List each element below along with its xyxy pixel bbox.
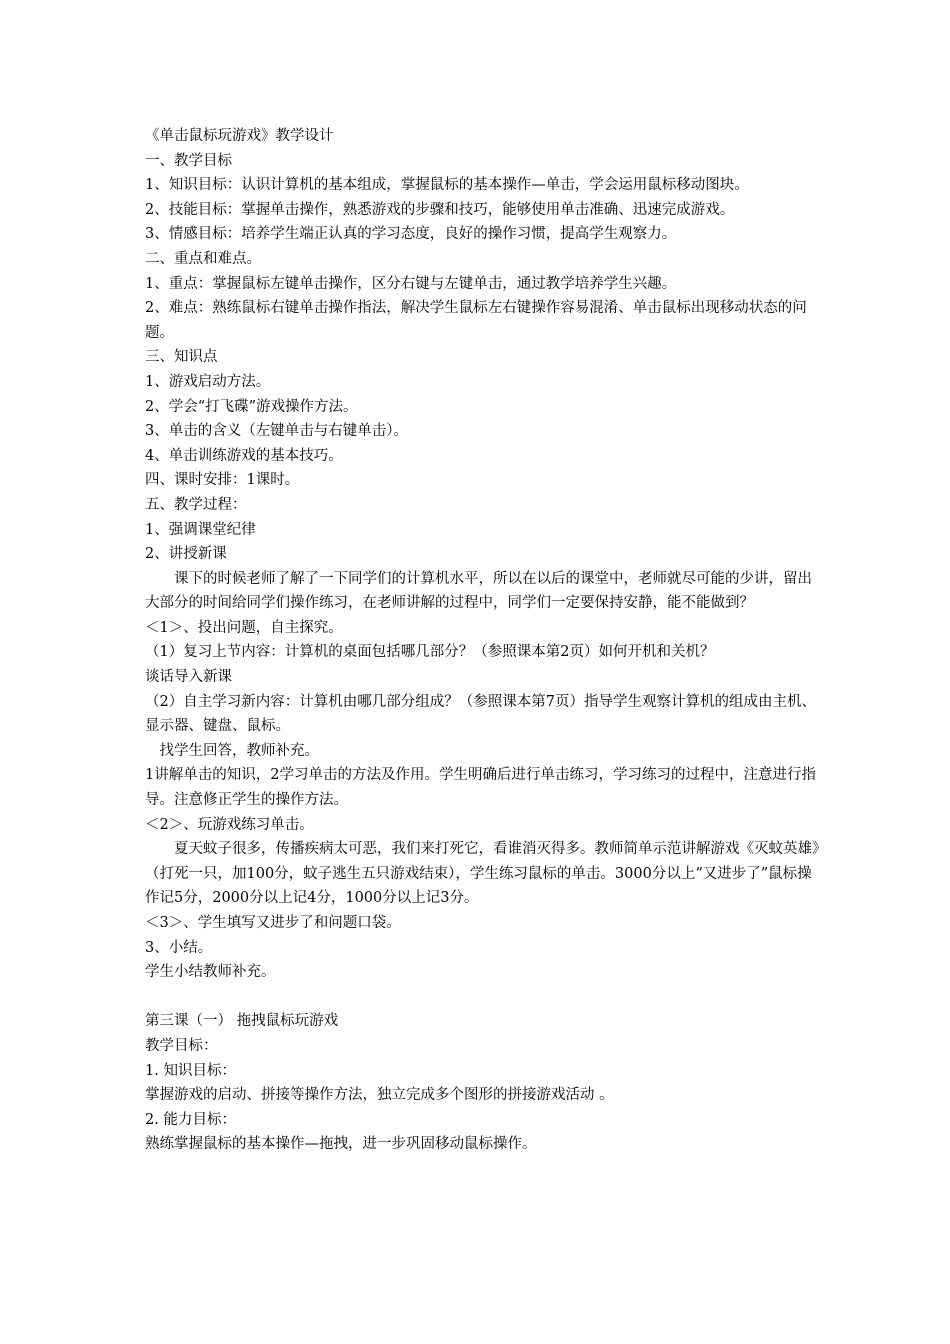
document-title: 《单击鼠标玩游戏》教学设计 [145, 128, 334, 144]
knowledge-item: 1、游戏启动方法。 [145, 373, 271, 390]
section-heading-objectives: 一、教学目标 [145, 152, 232, 169]
process-substep: ＜2＞、玩游戏练习单击。 [145, 816, 314, 833]
lesson3-title: 第三课（一） 拖拽鼠标玩游戏 [145, 1013, 339, 1030]
keypoint-focus: 1、重点：掌握鼠标左键单击操作，区分右键与左键单击，通过教学培养学生兴趣。 [145, 275, 677, 292]
process-substep: ＜3＞、学生填写又进步了和问题口袋。 [145, 915, 401, 931]
lesson3-ability-heading: 2. 能力目标： [145, 1111, 236, 1128]
keypoint-difficulty: 2、难点：熟练鼠标右键单击操作指法，解决学生鼠标左右键操作容易混淆、单击鼠标出现移动状态的问题。 [145, 300, 807, 341]
section-heading-process: 五、教学过程： [145, 496, 247, 513]
process-paragraph: 夏天蚊子很多，传播疾病太可恶，我们来打死它，看谁消灭得多。教师简单示范讲解游戏《灭蚊英雄》（打死一只，加100分，蚊子逃生五只游戏结束），学生练习鼠标的单击。3000分以上“又进步了”鼠标操作记5分，2000分以上记4分，1000分以上记3分。 [145, 841, 820, 907]
section-heading-knowledge: 三、知识点 [145, 349, 218, 366]
knowledge-item: 4、单击训练游戏的基本技巧。 [145, 447, 343, 464]
knowledge-item: 3、单击的含义（左键单击与右键单击）。 [145, 423, 408, 440]
knowledge-item: 2、学会“打飞碟”游戏操作方法。 [145, 398, 358, 415]
process-step: 2、讲授新课 [145, 546, 227, 563]
lesson3-knowledge-text: 掌握游戏的启动、拼接等操作方法，独立完成多个图形的拼接游戏活动 。 [145, 1087, 614, 1104]
section-schedule: 四、课时安排：1课时。 [145, 472, 300, 489]
lesson3-goal-heading: 教学目标： [145, 1037, 218, 1054]
objective-knowledge: 1、知识目标：认识计算机的基本组成，掌握鼠标的基本操作—单击，学会运用鼠标移动图块。 [145, 177, 749, 194]
process-step: 3、小结。 [145, 939, 213, 956]
process-item: 谈话导入新课 [145, 669, 232, 686]
lesson3-knowledge-heading: 1. 知识目标： [145, 1062, 236, 1079]
process-substep: ＜1＞、投出问题，自主探究。 [145, 619, 343, 636]
process-item: （2）自主学习新内容：计算机由哪几部分组成？（参照课本第7页）指导学生观察计算机的组成由主机、显示器、键盘、鼠标。 [145, 693, 816, 735]
process-item: （1）复习上节内容：计算机的桌面包括哪几部分？（参照课本第2页）如何开机和关机？ [145, 644, 715, 661]
process-item: 找学生回答，教师补充。 [159, 742, 319, 759]
process-summary: 学生小结教师补充。 [145, 964, 276, 981]
process-item: 1讲解单击的知识，2学习单击的方法及作用。学生明确后进行单击练习，学习练习的过程中，注意进行指导。注意修正学生的操作方法。 [145, 767, 816, 809]
document-body [145, 124, 825, 1157]
objective-emotion: 3、情感目标：培养学生端正认真的学习态度，良好的操作习惯，提高学生观察力。 [145, 226, 677, 243]
objective-skill: 2、技能目标：掌握单击操作，熟悉游戏的步骤和技巧，能够使用单击准确、迅速完成游戏。 [145, 201, 735, 218]
blank-line [145, 985, 825, 1010]
process-step: 1、强调课堂纪律 [145, 521, 256, 538]
process-paragraph: 课下的时候老师了解了一下同学们的计算机水平，所以在以后的课堂中，老师就尽可能的少讲，留出大部分的时间给同学们操作练习，在老师讲解的过程中，同学们一定要保持安静，能不能做到？ [145, 570, 812, 612]
section-heading-keypoints: 二、重点和难点。 [145, 250, 261, 267]
lesson3-ability-text: 熟练掌握鼠标的基本操作—拖拽，进一步巩固移动鼠标操作。 [145, 1136, 537, 1153]
